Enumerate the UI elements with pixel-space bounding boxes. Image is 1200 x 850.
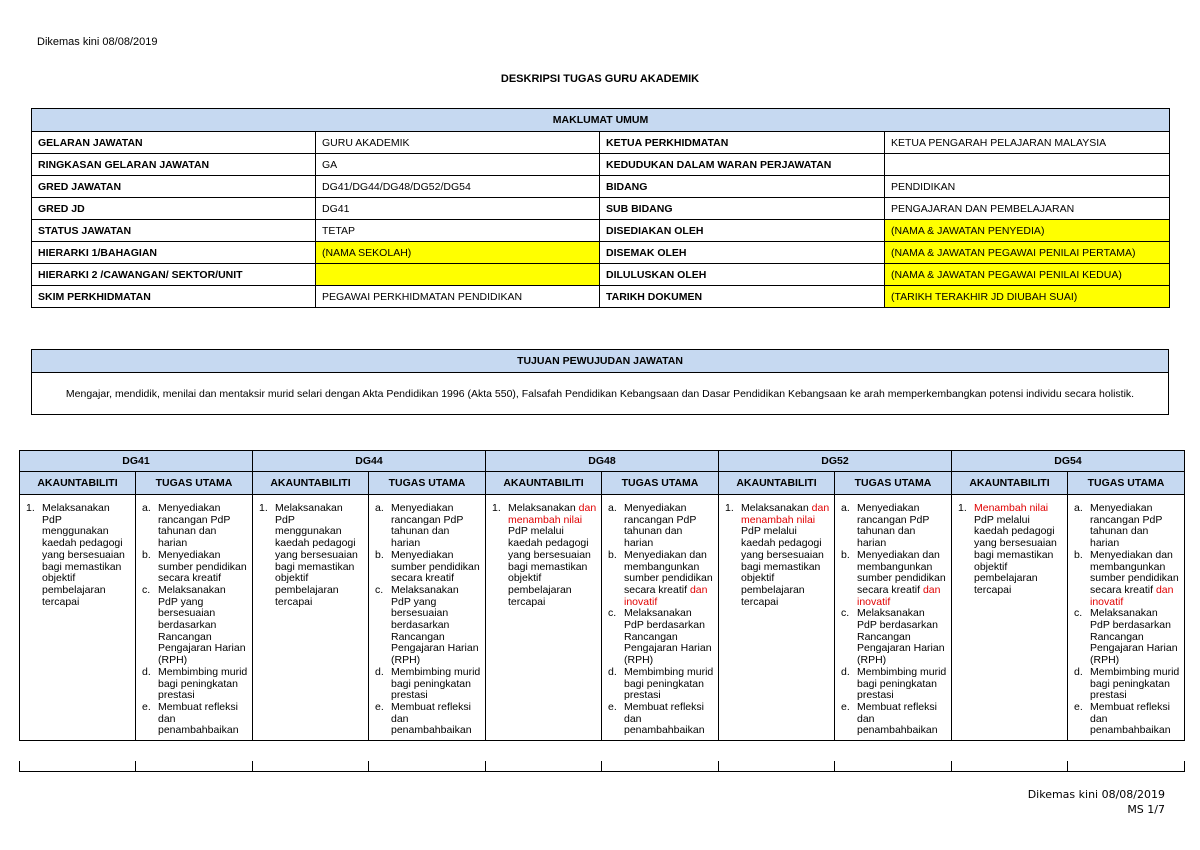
list-letter: c.: [375, 583, 384, 596]
tugas-text: Menyediakan rancangan PdP tahunan dan harian: [391, 502, 464, 550]
akauntabiliti-item: [492, 503, 597, 608]
info-row: [32, 132, 1170, 154]
tugas-text: Menyediakan dan membangunkan sumber pendidikan secara kreatif: [624, 548, 713, 596]
tugas-text: Membimbing murid bagi peningkatan prestasi: [1090, 665, 1180, 702]
info-label: SUB BIDANG: [600, 198, 885, 220]
info-label: BIDANG: [600, 176, 885, 198]
tugas-utama-header: TUGAS UTAMA: [369, 472, 486, 495]
list-letter: b.: [142, 548, 151, 561]
tugas-item: [608, 608, 714, 667]
tugas-text: Menyediakan rancangan PdP tahunan dan harian: [624, 502, 697, 550]
grade-header-dg54: DG54: [952, 451, 1185, 472]
tugas-item: [375, 702, 481, 737]
akauntabiliti-item: [26, 503, 131, 608]
tugas-list: [375, 503, 481, 737]
strip-cell: [602, 761, 719, 772]
strip-cell: [835, 761, 952, 772]
tugas-emphasis: dan inovatif: [857, 583, 941, 608]
tugas-text: Melaksanakan PdP yang bersesuaian berdasarkan Rancangan Pengajaran Harian (RPH): [158, 583, 246, 667]
akauntabiliti-text: PdP melalui kaedah pedagogi yang bersesuaian bagi memastikan objektif pembelajaran tercapai: [741, 525, 824, 608]
tugas-item: [841, 608, 947, 667]
strip-cell: [369, 761, 486, 772]
info-label: KEDUDUKAN DALAM WARAN PERJAWATAN: [600, 154, 885, 176]
tugas-item: [375, 667, 481, 702]
list-letter: b.: [1074, 548, 1083, 561]
info-value: [885, 154, 1170, 176]
akauntabiliti-text: PdP melalui kaedah pedagogi yang bersesuaian bagi memastikan objektif pembelajaran tercapai: [974, 513, 1057, 596]
tugas-item: [841, 702, 947, 737]
info-value: [316, 264, 600, 286]
tugas-text: Membimbing murid bagi peningkatan prestasi: [158, 665, 248, 702]
list-letter: e.: [1074, 700, 1083, 713]
info-row: [32, 176, 1170, 198]
tugas-utama-header: TUGAS UTAMA: [136, 472, 253, 495]
info-row: [32, 264, 1170, 286]
tugas-item: [841, 667, 947, 702]
info-value: (NAMA SEKOLAH): [316, 242, 600, 264]
tugas-item: [142, 667, 248, 702]
tugas-emphasis: dan inovatif: [1090, 583, 1174, 608]
tujuan-table: [31, 349, 1169, 415]
list-letter: c.: [1074, 607, 1083, 620]
maklumat-umum-table: [31, 108, 1170, 308]
tugas-utama-header: TUGAS UTAMA: [835, 472, 952, 495]
tugas-text: Membimbing murid bagi peningkatan prestasi: [624, 665, 714, 702]
footer-page-number: MS 1/7: [1127, 803, 1165, 816]
tugas-text: Menyediakan sumber pendidikan secara kreatif: [391, 548, 480, 585]
list-letter: b.: [375, 548, 384, 561]
tugas-text: Menyediakan rancangan PdP tahunan dan harian: [158, 502, 231, 550]
tugas-item: [142, 550, 248, 585]
tujuan-text: Mengajar, mendidik, menilai dan mentaksir murid selari dengan Akta Pendidikan 1996 (Akta 550), Falsafah Pendidikan Kebangsaan dan Dasar Pendidikan Kebangsaan ke arah memperkembangkan potensi individu secara holistik.: [32, 373, 1169, 415]
tugas-text: Melaksanakan PdP yang bersesuaian berdasarkan Rancangan Pengajaran Harian (RPH): [391, 583, 479, 667]
tugas-list: [608, 503, 714, 737]
list-letter: b.: [841, 548, 850, 561]
akauntabiliti-emphasis: dan menambah nilai: [508, 502, 597, 526]
tugas-item: [841, 503, 947, 550]
info-row: [32, 220, 1170, 242]
akauntabiliti-header: AKAUNTABILITI: [719, 472, 835, 495]
tugas-list: [142, 503, 248, 737]
tugas-text: Menyediakan dan membangunkan sumber pendidikan secara kreatif: [1090, 548, 1179, 596]
info-value: GURU AKADEMIK: [316, 132, 600, 154]
tugas-text: Membuat refleksi dan penambahbaikan: [1090, 700, 1171, 737]
tugas-utama-header: TUGAS UTAMA: [602, 472, 719, 495]
tugas-item: [608, 702, 714, 737]
akauntabiliti-text: Melaksanakan: [508, 502, 576, 514]
document-title: DESKRIPSI TUGAS GURU AKADEMIK: [500, 73, 700, 85]
tugas-item: [375, 503, 481, 550]
akauntabiliti-list: [725, 503, 830, 608]
list-letter: d.: [375, 665, 384, 678]
info-label: DISEMAK OLEH: [600, 242, 885, 264]
strip-cell: [253, 761, 369, 772]
list-letter: e.: [608, 700, 617, 713]
akauntabiliti-header: AKAUNTABILITI: [952, 472, 1068, 495]
tugas-text: Melaksanakan PdP berdasarkan Rancangan Pengajaran Harian (RPH): [624, 607, 712, 667]
tugas-item: [142, 585, 248, 667]
list-letter: d.: [1074, 665, 1083, 678]
list-letter: b.: [608, 548, 617, 561]
tugas-item: [608, 550, 714, 609]
list-letter: a.: [608, 502, 617, 514]
tugas-item: [608, 667, 714, 702]
info-label: GELARAN JAWATAN: [32, 132, 316, 154]
tugas-item: [142, 503, 248, 550]
strip-cell: [952, 761, 1068, 772]
info-label: DILULUSKAN OLEH: [600, 264, 885, 286]
tugas-item: [1074, 503, 1180, 550]
list-letter: d.: [142, 665, 151, 678]
akauntabiliti-emphasis: dan menambah nilai: [741, 502, 830, 526]
info-value: KETUA PENGARAH PELAJARAN MALAYSIA: [885, 132, 1170, 154]
tugas-item: [375, 550, 481, 585]
info-label: STATUS JAWATAN: [32, 220, 316, 242]
info-label: SKIM PERKHIDMATAN: [32, 286, 316, 308]
tugas-utama-cell: [602, 495, 719, 741]
info-row: [32, 286, 1170, 308]
strip-cell: [20, 761, 136, 772]
header-date: Dikemas kini 08/08/2019: [37, 36, 158, 48]
tugas-utama-cell: [835, 495, 952, 741]
tugas-text: Membuat refleksi dan penambahbaikan: [624, 700, 705, 737]
akauntabiliti-list: [259, 503, 364, 608]
grade-header-dg52: DG52: [719, 451, 952, 472]
info-label: HIERARKI 1/BAHAGIAN: [32, 242, 316, 264]
list-letter: d.: [841, 665, 850, 678]
maklumat-umum-heading: MAKLUMAT UMUM: [32, 109, 1170, 132]
tugas-item: [1074, 550, 1180, 609]
list-letter: a.: [841, 502, 850, 514]
tugas-utama-header: TUGAS UTAMA: [1068, 472, 1185, 495]
akauntabiliti-list: [958, 503, 1063, 597]
tugas-list: [1074, 503, 1180, 737]
tugas-utama-cell: [1068, 495, 1185, 741]
footer-date: Dikemas kini 08/08/2019: [1027, 788, 1165, 801]
info-row: [32, 198, 1170, 220]
strip-cell: [136, 761, 253, 772]
list-letter: c.: [608, 607, 617, 620]
list-number: 1.: [26, 502, 35, 514]
list-letter: e.: [375, 700, 384, 713]
list-number: 1.: [958, 502, 967, 514]
info-value: TETAP: [316, 220, 600, 242]
tugas-text: Membimbing murid bagi peningkatan prestasi: [391, 665, 481, 702]
info-label: KETUA PERKHIDMATAN: [600, 132, 885, 154]
info-value: PENDIDIKAN: [885, 176, 1170, 198]
akauntabiliti-list: [492, 503, 597, 608]
info-value: GA: [316, 154, 600, 176]
tujuan-heading: TUJUAN PEWUJUDAN JAWATAN: [32, 350, 1169, 373]
info-label: HIERARKI 2 /CAWANGAN/ SEKTOR/UNIT: [32, 264, 316, 286]
tugas-item: [375, 585, 481, 667]
list-letter: a.: [1074, 502, 1083, 514]
akauntabiliti-text: Melaksanakan PdP menggunakan kaedah pedagogi yang bersesuaian bagi memastikan objektif pembelajaran tercapai: [275, 502, 358, 608]
akauntabiliti-item: [725, 503, 830, 608]
strip-cell: [719, 761, 835, 772]
info-label: GRED JD: [32, 198, 316, 220]
list-letter: e.: [841, 700, 850, 713]
tugas-emphasis: dan inovatif: [624, 583, 708, 608]
akauntabiliti-cell: [20, 495, 136, 741]
tugas-item: [1074, 667, 1180, 702]
akauntabiliti-cell: [952, 495, 1068, 741]
akauntabiliti-cell: [486, 495, 602, 741]
tugas-item: [1074, 702, 1180, 737]
akauntabiliti-list: [26, 503, 131, 608]
info-label: DISEDIAKAN OLEH: [600, 220, 885, 242]
info-label: RINGKASAN GELARAN JAWATAN: [32, 154, 316, 176]
tugas-text: Menyediakan sumber pendidikan secara kreatif: [158, 548, 247, 585]
tugas-utama-cell: [369, 495, 486, 741]
next-page-table-edge: [19, 761, 1185, 772]
strip-cell: [486, 761, 602, 772]
tugas-text: Membuat refleksi dan penambahbaikan: [391, 700, 472, 737]
tugas-item: [142, 702, 248, 737]
list-letter: a.: [142, 502, 151, 514]
akauntabiliti-header: AKAUNTABILITI: [253, 472, 369, 495]
tugas-text: Melaksanakan PdP berdasarkan Rancangan Pengajaran Harian (RPH): [857, 607, 945, 667]
akauntabiliti-text: Melaksanakan PdP menggunakan kaedah pedagogi yang bersesuaian bagi memastikan objektif pembelajaran tercapai: [42, 502, 125, 608]
list-letter: d.: [608, 665, 617, 678]
tugas-utama-cell: [136, 495, 253, 741]
info-row: [32, 242, 1170, 264]
tugas-text: Melaksanakan PdP berdasarkan Rancangan Pengajaran Harian (RPH): [1090, 607, 1178, 667]
grade-header-dg41: DG41: [20, 451, 253, 472]
akauntabiliti-text: PdP melalui kaedah pedagogi yang bersesuaian bagi memastikan objektif pembelajaran tercapai: [508, 525, 591, 608]
info-value: DG41/DG44/DG48/DG52/DG54: [316, 176, 600, 198]
info-value: PEGAWAI PERKHIDMATAN PENDIDIKAN: [316, 286, 600, 308]
tugas-text: Membuat refleksi dan penambahbaikan: [857, 700, 938, 737]
grade-duties-table: [19, 450, 1185, 741]
akauntabiliti-emphasis: Menambah nilai: [974, 502, 1049, 514]
list-letter: e.: [142, 700, 151, 713]
tugas-item: [1074, 608, 1180, 667]
info-value: DG41: [316, 198, 600, 220]
tugas-text: Menyediakan dan membangunkan sumber pendidikan secara kreatif: [857, 548, 946, 596]
info-value: (NAMA & JAWATAN PEGAWAI PENILAI PERTAMA): [885, 242, 1170, 264]
akauntabiliti-cell: [253, 495, 369, 741]
grade-header-dg44: DG44: [253, 451, 486, 472]
akauntabiliti-item: [259, 503, 364, 608]
tugas-text: Membuat refleksi dan penambahbaikan: [158, 700, 239, 737]
tugas-text: Membimbing murid bagi peningkatan prestasi: [857, 665, 947, 702]
akauntabiliti-cell: [719, 495, 835, 741]
tugas-text: Menyediakan rancangan PdP tahunan dan harian: [857, 502, 930, 550]
info-label: GRED JAWATAN: [32, 176, 316, 198]
list-letter: c.: [142, 583, 151, 596]
info-value: (TARIKH TERAKHIR JD DIUBAH SUAI): [885, 286, 1170, 308]
tugas-list: [841, 503, 947, 737]
grade-header-dg48: DG48: [486, 451, 719, 472]
list-number: 1.: [725, 502, 734, 514]
info-value: (NAMA & JAWATAN PEGAWAI PENILAI KEDUA): [885, 264, 1170, 286]
list-letter: c.: [841, 607, 850, 620]
info-row: [32, 154, 1170, 176]
info-value: PENGAJARAN DAN PEMBELAJARAN: [885, 198, 1170, 220]
akauntabiliti-header: AKAUNTABILITI: [486, 472, 602, 495]
info-value: (NAMA & JAWATAN PENYEDIA): [885, 220, 1170, 242]
tugas-item: [841, 550, 947, 609]
list-number: 1.: [259, 502, 268, 514]
tugas-item: [608, 503, 714, 550]
akauntabiliti-header: AKAUNTABILITI: [20, 472, 136, 495]
list-number: 1.: [492, 502, 501, 514]
akauntabiliti-text: Melaksanakan: [741, 502, 809, 514]
list-letter: a.: [375, 502, 384, 514]
strip-cell: [1068, 761, 1185, 772]
tugas-text: Menyediakan rancangan PdP tahunan dan harian: [1090, 502, 1163, 550]
info-label: TARIKH DOKUMEN: [600, 286, 885, 308]
akauntabiliti-item: [958, 503, 1063, 597]
